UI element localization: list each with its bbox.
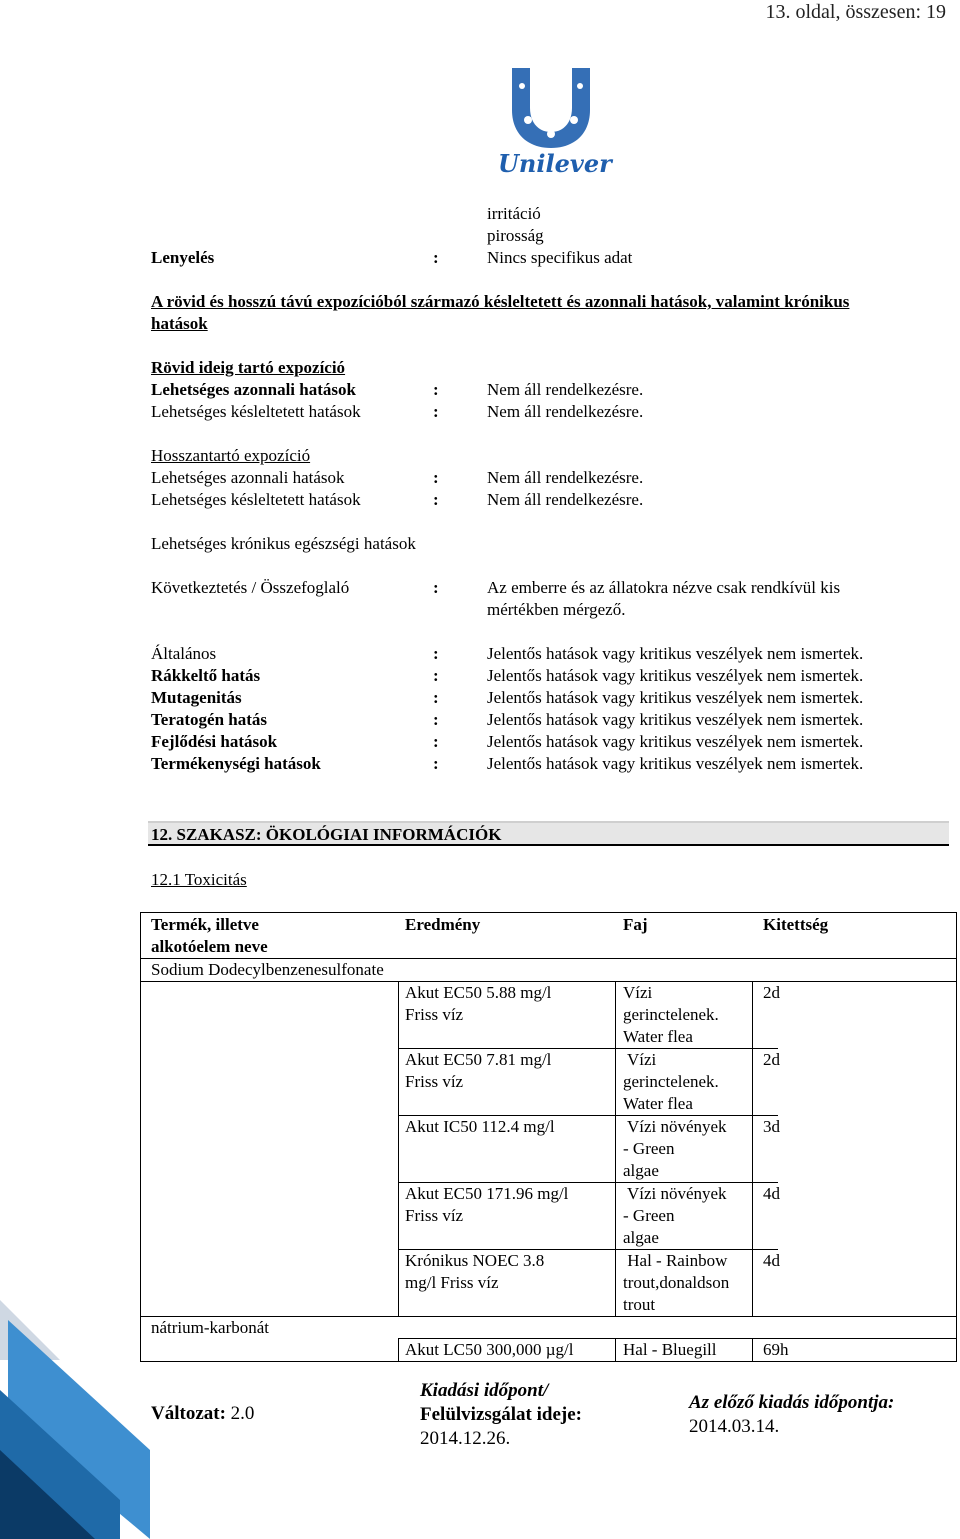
table-rule (398, 982, 399, 1316)
row-value: Nem áll rendelkezésre. (487, 468, 644, 487)
species-cell: - Green (623, 1139, 675, 1158)
species-cell: Vízi (623, 983, 653, 1002)
result-cell: Akut EC50 171.96 mg/l (405, 1184, 569, 1203)
short-term-row (151, 379, 931, 401)
toxicity-table (140, 912, 957, 1362)
table-rule (615, 982, 616, 1316)
effect-row-carcinogenic (151, 665, 931, 687)
previous-issue-date: 2014.03.14. (689, 1416, 780, 1437)
table-border (140, 912, 141, 1362)
row-label: Teratogén hatás (151, 710, 268, 729)
colon: : (433, 732, 439, 751)
ingestion-row (151, 247, 931, 269)
exposure-cell: 2d (763, 1050, 780, 1069)
effect-row-developmental (151, 731, 931, 753)
result-cell: Akut IC50 112.4 mg/l (405, 1117, 555, 1136)
table-rule (398, 1338, 399, 1362)
table-border (140, 1361, 957, 1362)
conclusion-label: Következtetés / Összefoglaló (151, 578, 350, 597)
row-value: Nem áll rendelkezésre. (487, 402, 644, 421)
issue-label-cont: Felülvizsgálat ideje: (420, 1404, 582, 1425)
colon: : (433, 468, 439, 487)
colon: : (433, 666, 439, 685)
long-term-row (151, 467, 931, 489)
species-cell: trout,donaldson (623, 1273, 730, 1292)
issue-label: Kiadási időpont/ (420, 1380, 549, 1401)
species-cell: Vízi növények (623, 1117, 727, 1136)
species-cell: Hal - Bluegill (623, 1340, 717, 1359)
exposure-cell: 4d (763, 1184, 780, 1203)
unilever-logo (498, 64, 612, 180)
colon: : (433, 248, 439, 267)
result-cell: mg/l Friss víz (405, 1273, 499, 1292)
conclusion-value: Az emberre és az állatokra nézve csak rendkívül kis (487, 578, 841, 597)
header-product: Termék, illetve (151, 915, 259, 934)
exposure-cell: 2d (763, 983, 780, 1002)
exposure-cell: 3d (763, 1117, 780, 1136)
section-12-heading (148, 821, 949, 846)
colon: : (433, 490, 439, 509)
species-cell: trout (623, 1295, 656, 1314)
species-cell: algae (623, 1161, 659, 1180)
table-rule (752, 1338, 753, 1362)
row-value: Jelentős hatások vagy kritikus veszélyek nem ismertek. (487, 688, 864, 707)
result-cell: Akut EC50 7.81 mg/l (405, 1050, 552, 1069)
result-cell: Friss víz (405, 1005, 464, 1024)
header-exposure: Kitettség (763, 915, 829, 934)
delayed-effects-heading-cont: hatások (151, 314, 208, 333)
exposure-cell: 4d (763, 1251, 780, 1270)
toxicity-heading: 12.1 Toxicitás (151, 870, 247, 889)
chronic-effects-heading: Lehetséges krónikus egészségi hatások (151, 534, 416, 553)
page-indicator: 13. oldal, összesen: 19 (765, 1, 946, 23)
row-label: Lehetséges azonnali hatások (151, 468, 345, 487)
row-label: Mutagenitás (151, 688, 242, 707)
colon: : (433, 710, 439, 729)
colon: : (433, 688, 439, 707)
table-border (140, 912, 957, 913)
conclusion-value-cont: mértékben mérgező. (487, 600, 626, 619)
previous-issue-label: Az előző kiadás időpontja: (689, 1392, 895, 1413)
result-cell: Friss víz (405, 1206, 464, 1225)
species-cell: gerinctelenek. (623, 1072, 719, 1091)
colon: : (433, 754, 439, 773)
header-result: Eredmény (405, 915, 481, 934)
header-product-cont: alkotóelem neve (151, 937, 268, 956)
effect-row-mutagenic (151, 687, 931, 709)
table-rule (752, 982, 753, 1316)
colon: : (433, 644, 439, 663)
conclusion-row (151, 577, 931, 621)
result-cell: Friss víz (405, 1072, 464, 1091)
effect-row-teratogenic (151, 709, 931, 731)
long-term-heading: Hosszantartó expozíció (151, 446, 311, 465)
row-value: Jelentős hatások vagy kritikus veszélyek nem ismertek. (487, 644, 864, 663)
short-term-row (151, 401, 931, 423)
footer-version (151, 1402, 254, 1426)
row-label: Lehetséges azonnali hatások (151, 380, 356, 399)
effect-row-general (151, 643, 931, 665)
ingestion-label: Lenyelés (151, 248, 215, 267)
result-cell: Akut EC50 5.88 mg/l (405, 983, 552, 1002)
species-cell: Water flea (623, 1094, 693, 1113)
long-term-row (151, 489, 931, 511)
species-cell: algae (623, 1228, 659, 1247)
row-value: Jelentős hatások vagy kritikus veszélyek nem ismertek. (487, 754, 864, 773)
row-label: Lehetséges késleltetett hatások (151, 490, 361, 509)
effect-row-fertility (151, 753, 931, 775)
short-term-heading: Rövid ideig tartó expozíció (151, 358, 346, 377)
row-value: Nem áll rendelkezésre. (487, 380, 644, 399)
species-cell: Hal - Rainbow (623, 1251, 728, 1270)
row-value: Jelentős hatások vagy kritikus veszélyek nem ismertek. (487, 710, 864, 729)
table-border (956, 912, 957, 1362)
row-label: Lehetséges késleltetett hatások (151, 402, 361, 421)
ingestion-value: Nincs specifikus adat (487, 248, 633, 267)
species-cell: gerinctelenek. (623, 1005, 719, 1024)
row-label: Rákkeltő hatás (151, 666, 261, 685)
row-value: Jelentős hatások vagy kritikus veszélyek nem ismertek. (487, 666, 864, 685)
logo-wordmark: Unilever (498, 149, 612, 178)
row-value: Jelentős hatások vagy kritikus veszélyek nem ismertek. (487, 732, 864, 751)
substance-name: nátrium-karbonát (151, 1318, 270, 1337)
delayed-effects-heading: A rövid és hosszú távú expozícióból származó késleltetett és azonnali hatások, valamint krónikus (151, 292, 850, 311)
colon: : (433, 578, 439, 597)
version-label: Változat: (151, 1403, 226, 1424)
species-cell: - Green (623, 1206, 675, 1225)
result-cell: Akut LC50 300,000 µg/l (405, 1340, 574, 1359)
top-value-1: irritáció (487, 204, 541, 223)
colon: : (433, 402, 439, 421)
row-label: Általános (151, 644, 217, 663)
table-rule (615, 1338, 616, 1362)
exposure-cell: 69h (763, 1340, 789, 1359)
colon: : (433, 380, 439, 399)
header-species: Faj (623, 915, 648, 934)
issue-date: 2014.12.26. (420, 1428, 511, 1449)
species-cell: Water flea (623, 1027, 693, 1046)
row-value: Nem áll rendelkezésre. (487, 490, 644, 509)
top-value-2: pirosság (487, 226, 544, 245)
species-cell: Vízi növények (623, 1184, 727, 1203)
row-label: Termékenységi hatások (151, 754, 321, 773)
version-value: 2.0 (225, 1403, 255, 1424)
section-12-title: 12. SZAKASZ: ÖKOLÓGIAI INFORMÁCIÓK (151, 825, 502, 844)
result-cell: Krónikus NOEC 3.8 (405, 1251, 545, 1270)
substance-name: Sodium Dodecylbenzenesulfonate (151, 960, 384, 979)
species-cell: Vízi (623, 1050, 657, 1069)
corner-decoration-icon (0, 1300, 150, 1539)
row-label: Fejlődési hatások (151, 732, 278, 751)
